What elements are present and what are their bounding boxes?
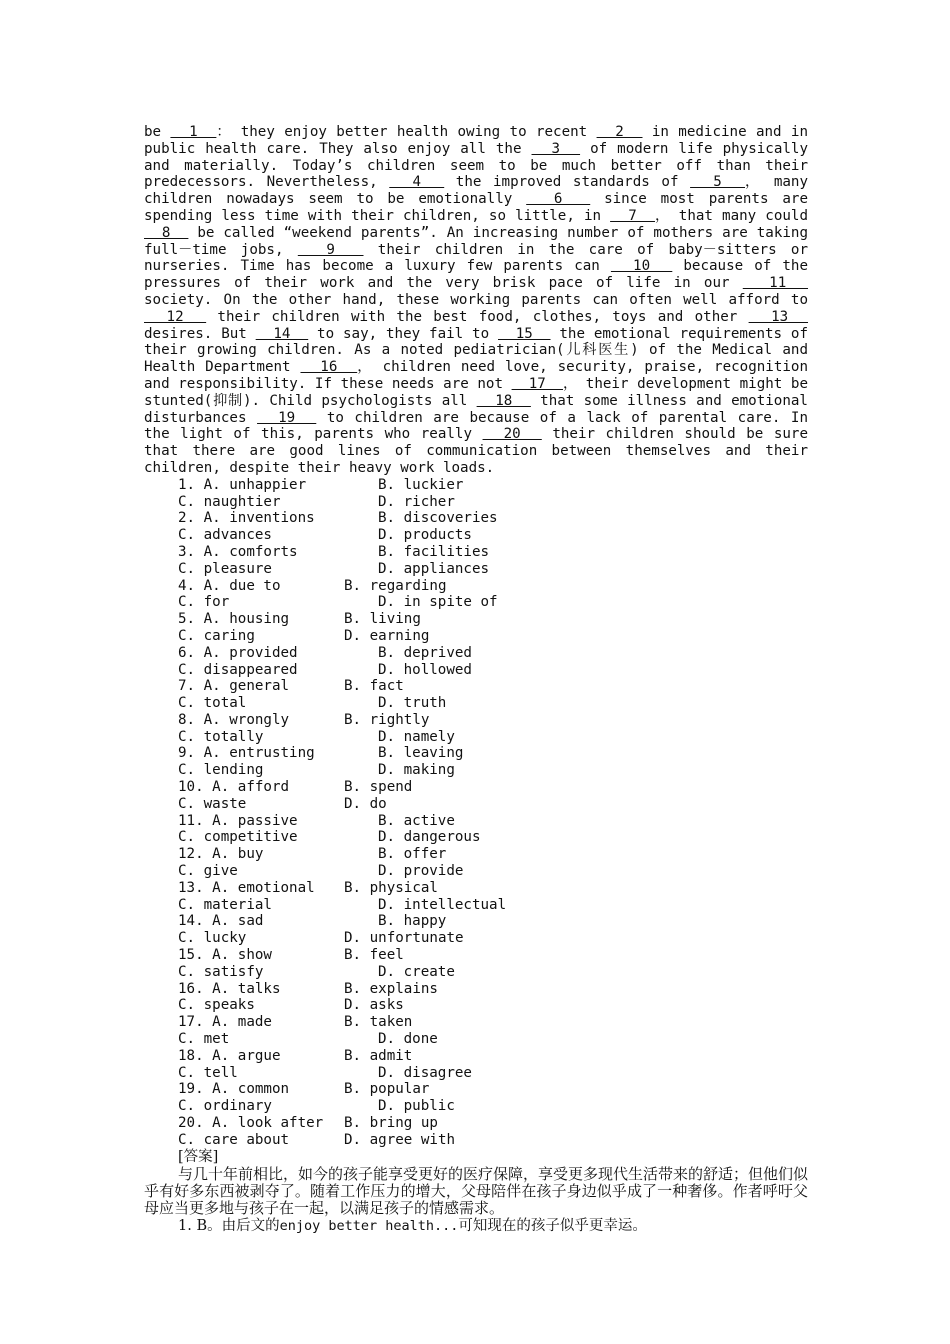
option-row-6-cd (144, 662, 808, 679)
option-row-2-ab (144, 510, 808, 527)
option-c: C. lending (178, 762, 264, 779)
option-b: B. offer (378, 846, 447, 863)
blank-8: 8 (144, 224, 189, 241)
option-d: D. public (378, 1098, 455, 1115)
option-d: D. provide (378, 863, 464, 880)
option-row-11-cd (144, 829, 808, 846)
option-c: C. care about (178, 1131, 290, 1148)
option-row-19-cd (144, 1098, 808, 1115)
option-a: 20. A. look after (178, 1115, 324, 1132)
option-b: B. taken (344, 1014, 413, 1031)
option-b: B. deprived (378, 644, 472, 661)
option-row-18-ab (144, 1048, 808, 1065)
option-b: B. bring up (344, 1115, 438, 1132)
option-c: C. total (178, 695, 247, 712)
option-row-15-cd (144, 964, 808, 981)
passage-text: since most parents are spending less time with their children, so little, in (144, 191, 808, 224)
option-c: C. speaks (178, 997, 255, 1014)
option-b: B. active (378, 812, 455, 829)
option-row-13-ab (144, 880, 808, 897)
option-a: 1. A. unhappier (178, 476, 307, 493)
blank-1: 1 (170, 124, 217, 140)
option-row-3-ab (144, 544, 808, 561)
option-a: 5. A. housing (178, 611, 290, 628)
passage-text: ， many children nowadays seem to be emotionally (144, 174, 809, 208)
option-row-18-cd (144, 1065, 808, 1082)
option-b: B. discoveries (378, 510, 498, 527)
option-d: D. products (378, 527, 472, 544)
blank-10: 10 (610, 258, 673, 275)
option-row-2-cd (144, 527, 808, 544)
option-d: D. intellectual (378, 896, 507, 913)
option-d: D. done (378, 1031, 438, 1048)
passage-text: society. On the other hand, these working parents can often well afford to (144, 291, 808, 308)
passage-text: the emotional requirements of their growing children. As a noted pediatrician(儿科医生) of the Medical and Health Department (144, 325, 809, 376)
option-row-12-cd (144, 863, 808, 880)
option-d: D. earning (344, 627, 430, 644)
option-c: C. naughtier (178, 493, 281, 510)
option-row-20-ab (144, 1115, 808, 1132)
blank-20: 20 (482, 426, 542, 443)
passage-text: ， children need love, security, praise, recognition and responsibility. If these needs are not (144, 359, 808, 392)
option-d: D. truth (378, 695, 447, 712)
option-b: B. happy (378, 913, 447, 930)
passage-text: their children with the best food, clothes, toys and other (206, 308, 749, 325)
blank-19: 19 (257, 409, 317, 426)
option-row-6-ab (144, 645, 808, 662)
passage-text: of modern life physically and materially. Today’s children seem to be much better off than their predecessors. Nevertheless, (144, 140, 808, 191)
option-a: 14. A. sad (178, 913, 264, 930)
option-d: D. making (378, 762, 455, 779)
option-row-11-ab (144, 813, 808, 830)
blank-5: 5 (690, 174, 746, 191)
document-page (144, 124, 808, 1235)
option-row-16-ab (144, 981, 808, 998)
option-d: D. richer (378, 493, 455, 510)
option-b: B. popular (344, 1081, 430, 1098)
option-c: C. satisfy (178, 963, 264, 980)
option-a: 2. A. inventions (178, 510, 315, 527)
passage-text: to children are because of a lack of parental care. In the light of this, parents who really (144, 409, 809, 443)
option-row-17-cd (144, 1031, 808, 1048)
passage-text: that some illness and emotional disturbances (144, 392, 808, 426)
option-row-14-ab (144, 913, 808, 930)
option-a: 19. A. common (178, 1081, 290, 1098)
blank-11: 11 (742, 275, 809, 292)
blank-15: 15 (498, 325, 551, 342)
blank-12: 12 (144, 308, 207, 325)
option-row-9-ab (144, 745, 808, 762)
option-a: 3. A. comforts (178, 543, 298, 560)
option-c: C. tell (178, 1064, 238, 1081)
passage-text: ： they enjoy better health owing to recent (216, 124, 597, 140)
option-row-14-cd (144, 930, 808, 947)
option-b: B. rightly (344, 711, 430, 728)
passage-text: their children in the care of baby－sitters or nurseries. Time has become a luxury few parents can (144, 241, 809, 275)
option-row-3-cd (144, 561, 808, 578)
option-b: B. explains (344, 980, 438, 997)
option-c: C. for (178, 594, 230, 611)
option-b: B. physical (344, 879, 438, 896)
option-a: 8. A. wrongly (178, 711, 290, 728)
option-c: C. advances (178, 527, 272, 544)
option-d: D. in spite of (378, 594, 498, 611)
passage-text: ， that many could (654, 207, 808, 224)
option-row-4-cd (144, 594, 808, 611)
option-d: D. agree with (344, 1131, 456, 1148)
option-d: D. unfortunate (344, 930, 464, 947)
passage-text: be called “weekend parents”. An increasing number of mothers are taking full－time jobs, (144, 224, 808, 258)
option-row-5-cd (144, 628, 808, 645)
passage-text: desires. But (144, 325, 256, 342)
option-d: D. disagree (378, 1064, 472, 1081)
option-a: 18. A. argue (178, 1047, 281, 1064)
blank-9: 9 (297, 241, 364, 258)
option-c: C. caring (178, 627, 255, 644)
passage-text: in medicine and in public health care. They also enjoy all the (144, 124, 809, 157)
option-c: C. lucky (178, 930, 247, 947)
answer-summary: 与几十年前相比，如今的孩子能享受更好的医疗保障，享受更多现代生活带来的舒适；但他们似乎有好多东西被剥夺了。随着工作压力的增大，父母陪伴在孩子身边似乎成了一种奢侈。作者呼吁父母应当更多地与孩子在一起，以满足孩子的情感需求。 (144, 1164, 809, 1217)
option-d: D. asks (344, 997, 404, 1014)
option-a: 9. A. entrusting (178, 745, 315, 762)
option-a: 16. A. talks (178, 980, 281, 997)
option-c: C. competitive (178, 829, 298, 846)
option-row-15-ab (144, 947, 808, 964)
option-a: 7. A. general (178, 678, 290, 695)
option-row-10-cd (144, 796, 808, 813)
option-a: 6. A. provided (178, 644, 298, 661)
answer-1-quote: enjoy better health... (279, 1217, 459, 1234)
option-row-16-cd (144, 997, 808, 1014)
passage-text: be (144, 124, 171, 140)
option-d: D. do (344, 795, 387, 812)
option-b: B. luckier (378, 476, 464, 493)
option-a: 15. A. show (178, 947, 272, 964)
blank-17: 17 (511, 375, 563, 392)
answer-1-suffix: 可知现在的孩子似乎更幸运。 (458, 1217, 647, 1234)
option-c: C. ordinary (178, 1098, 272, 1115)
option-d: D. appliances (378, 560, 490, 577)
passage-text: the improved standards of (444, 174, 691, 191)
options-list (144, 477, 808, 1149)
option-c: C. waste (178, 795, 247, 812)
blank-3: 3 (531, 140, 581, 157)
option-row-1-cd (144, 494, 808, 511)
option-d: D. dangerous (378, 829, 481, 846)
option-row-4-ab (144, 578, 808, 595)
option-row-7-cd (144, 695, 808, 712)
passage-text: their children should be sure that there are good lines of communication between themselves and their children, despite their heavy work loads. (144, 426, 808, 476)
option-a: 11. A. passive (178, 812, 298, 829)
option-row-7-ab (144, 678, 808, 695)
option-b: B. admit (344, 1047, 413, 1064)
option-row-13-cd (144, 897, 808, 914)
option-d: D. create (378, 963, 455, 980)
answer-1-prefix: 1. B。由后文的 (178, 1217, 280, 1234)
option-c: C. disappeared (178, 661, 298, 678)
blank-13: 13 (748, 308, 809, 325)
option-c: C. material (178, 896, 272, 913)
option-row-8-cd (144, 729, 808, 746)
option-a: 10. A. afford (178, 779, 290, 796)
option-row-12-ab (144, 846, 808, 863)
blank-14: 14 (255, 325, 309, 342)
option-d: D. namely (378, 728, 455, 745)
cloze-passage (144, 124, 808, 477)
option-a: 4. A. due to (178, 577, 281, 594)
option-row-17-ab (144, 1014, 808, 1031)
option-b: B. spend (344, 779, 413, 796)
option-row-8-ab (144, 712, 808, 729)
option-b: B. leaving (378, 745, 464, 762)
option-b: B. fact (344, 678, 404, 695)
blank-2: 2 (596, 124, 643, 140)
blank-18: 18 (476, 392, 531, 409)
blank-7: 7 (610, 207, 655, 224)
answer-label: [答案] (178, 1148, 219, 1165)
passage-text: ， their development might be stunted(抑制). Child psychologists all (144, 375, 809, 409)
option-c: C. give (178, 863, 238, 880)
option-row-9-cd (144, 762, 808, 779)
blank-6: 6 (526, 191, 591, 208)
passage-text: to say, they fail to (308, 325, 498, 342)
option-row-1-ab (144, 477, 808, 494)
option-b: B. regarding (344, 577, 447, 594)
blank-4: 4 (389, 174, 445, 191)
option-b: B. facilities (378, 543, 490, 560)
option-a: 13. A. emotional (178, 879, 315, 896)
answer-explanation-1 (144, 1217, 808, 1235)
option-c: C. met (178, 1031, 230, 1048)
option-row-19-ab (144, 1081, 808, 1098)
option-row-10-ab (144, 779, 808, 796)
option-row-20-cd (144, 1132, 808, 1149)
option-b: B. living (344, 611, 421, 628)
option-row-5-ab (144, 611, 808, 628)
option-c: C. pleasure (178, 560, 272, 577)
blank-16: 16 (300, 359, 358, 376)
option-b: B. feel (344, 947, 404, 964)
option-c: C. totally (178, 728, 264, 745)
option-a: 17. A. made (178, 1014, 272, 1031)
passage-text: because of the pressures of their work and the very brisk pace of life in our (144, 258, 809, 292)
option-a: 12. A. buy (178, 846, 264, 863)
option-d: D. hollowed (378, 661, 472, 678)
